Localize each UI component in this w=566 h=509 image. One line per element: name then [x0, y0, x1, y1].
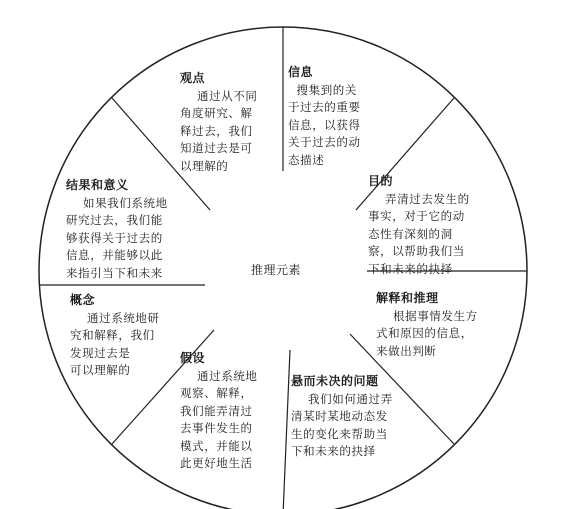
segment-body: 通过系统地研 究和解释，我们 发现过去是 可以理解的: [70, 310, 160, 377]
segment-concept: [70, 292, 160, 380]
divider-bottom: [283, 350, 290, 509]
segment-title: 结果和意义: [66, 178, 129, 192]
segment-body: 通过从不同 角度研究、解 释过去，我们 知道过去是可 以理解的: [180, 88, 258, 173]
segment-body: 搜集到的关 于过去的重要 信息，以获得 关于过去的动 态描述: [288, 82, 361, 167]
segment-title: 悬而未决的问题: [291, 374, 379, 388]
segment-viewpoint: [180, 70, 258, 175]
segment-title: 解释和推理: [376, 291, 439, 305]
segment-title: 假设: [180, 351, 206, 365]
segment-title: 概念: [70, 293, 96, 307]
segment-body: 弄清过去发生的 事实，对于它的动 态性有深刻的洞 察，以帮助我们当 下和未来的抉择: [368, 191, 470, 276]
segment-title: 信息: [288, 65, 314, 79]
segment-purpose: [368, 173, 470, 278]
segment-body: 我们如何通过弄 清某时某地动态发 生的变化来帮助当 下和未来的抉择: [291, 391, 393, 458]
segment-assumption: [180, 350, 258, 473]
segment-title: 观点: [180, 71, 206, 85]
segment-body: 通过系统地 观察、解释， 我们能弄清过 去事件发生的 模式，并能以 此更好地生活: [180, 368, 258, 470]
segment-interpretation-inference: [376, 290, 478, 360]
segment-information: [288, 64, 361, 169]
center-label: 推理元素: [251, 263, 302, 277]
segment-consequence-meaning: [66, 177, 168, 282]
segment-title: 目的: [368, 174, 394, 188]
segment-open-question: [291, 373, 393, 461]
segment-body: 如果我们系统地 研究过去，我们能 够获得关于过去的 信息，并能够以此 来指引当下和未来: [66, 195, 168, 280]
segment-body: 根据事情发生方 式和原因的信息， 来做出判断: [376, 308, 478, 358]
